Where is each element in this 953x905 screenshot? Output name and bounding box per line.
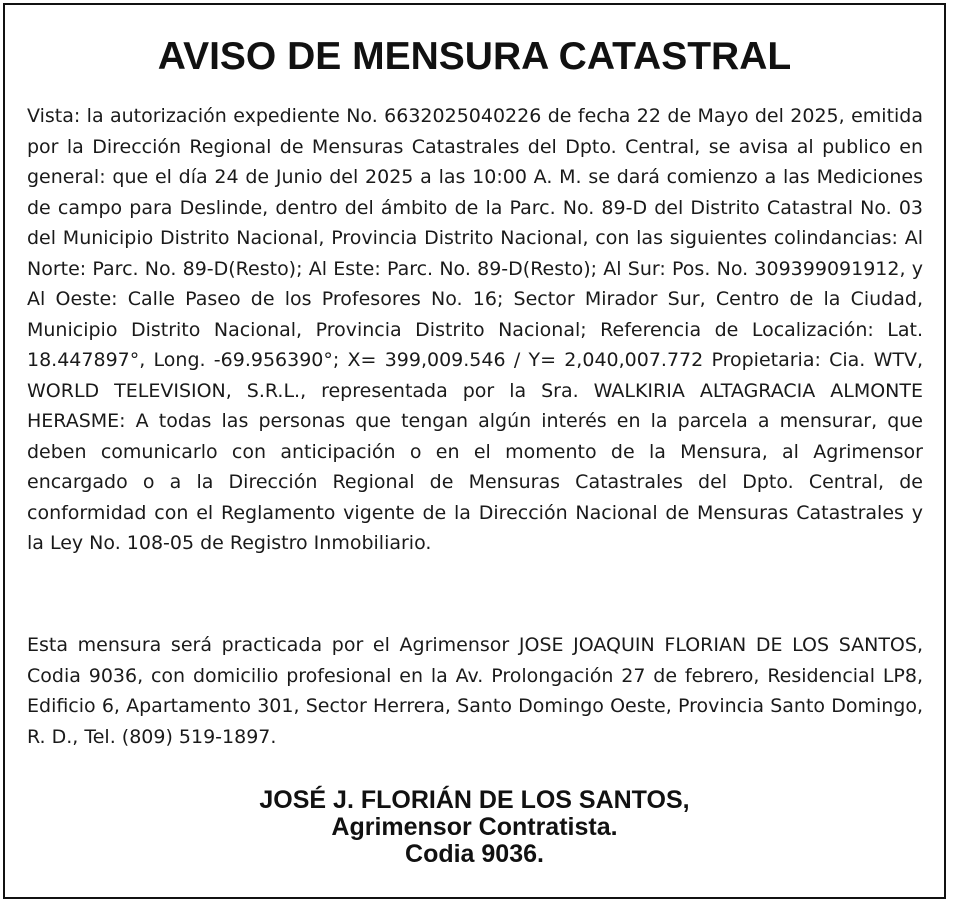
signature-role: Agrimensor Contratista.: [331, 813, 618, 841]
notice-box: [3, 3, 946, 899]
notice-title: AVISO DE MENSURA CATASTRAL: [157, 35, 792, 78]
notice-paragraph-surveyor: Esta mensura será practicada por el Agrimensor JOSE JOAQUIN FLORIAN DE LOS SANTOS, Codia 9036, con domicilio profesional en la Av. Prolongación 27 de febrero, Residencial LP8, Edificio 6, Apartamento 301, Sector Herrera, Santo Domingo Oeste, Provincia Santo Domingo, R. D., Tel. (809) 519-1897.: [27, 634, 923, 748]
notice-paragraph-announcement: Vista: la autorización expediente No. 6632025040226 de fecha 22 de Mayo del 2025, emitida por la Dirección Regional de Mensuras Catastrales del Dpto. Central, se avisa al publico en general: que el día 24 de Junio del 2025 a las 10:00 A. M. se dará comienzo a las Mediciones de campo para Deslinde, dentro del ámbito de la Parc. No. 89-D del Distrito Catastral No. 03 del Municipio Distrito Nacional, Provincia Distrito Nacional, con las siguientes colindancias: Al Norte: Parc. No. 89-D(Resto); Al Este: Parc. No. 89-D(Resto); Al Sur: Pos. No. 309399091912, y Al Oeste: Calle Paseo de los Profesores No. 16; Sector Mirador Sur, Centro de la Ciudad, Municipio Distrito Nacional, Provincia Distrito Nacional; Referencia de Localización: Lat. 18.447897°, Long. -69.956390°; X= 399,009.546 / Y= 2,040,007.772 Propietaria: Cia. WTV, WORLD TELEVISION, S.R.L., representada por la Sra. WALKIRIA ALTAGRACIA ALMONTE HERASME: A todas las personas que tengan algún interés en la parcela a mensurar, que deben comunicarlo con anticipación o en el momento de la Mensura, al Agrimensor encargado o a la Dirección Regional de Mensuras Catastrales del Dpto. Central, de conformidad con el Reglamento vigente de la Dirección Nacional de Mensuras Catastrales y la Ley No. 108-05 de Registro Inmobiliario.: [27, 105, 923, 554]
signature-name: JOSÉ J. FLORIÁN DE LOS SANTOS,: [259, 786, 690, 814]
signature-codia: Codia 9036.: [405, 840, 544, 868]
signature-block: [5, 787, 944, 868]
